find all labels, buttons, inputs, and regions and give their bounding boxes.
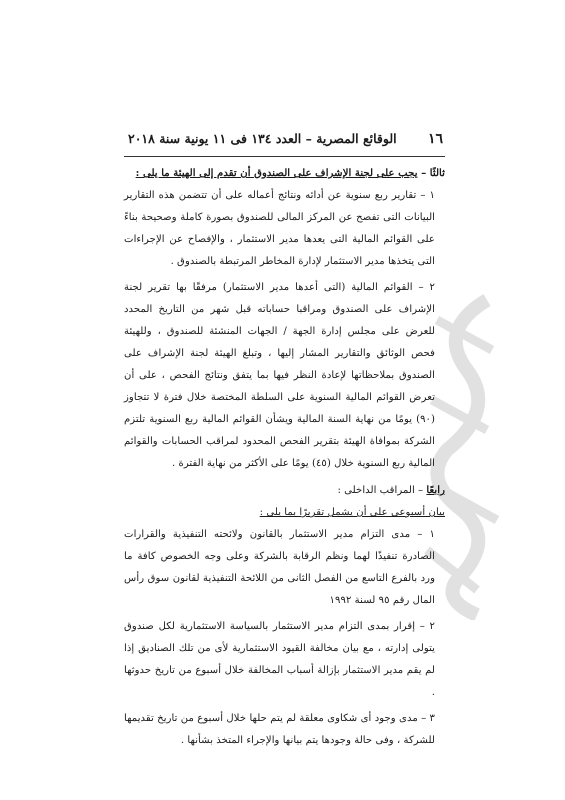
section-four-lead: بيان أسبوعى على أن يشمل تقريرًا بما يلى :: [259, 507, 445, 518]
section-four-heading: [124, 479, 445, 502]
page-header: [128, 131, 443, 147]
section-four-label: رابعًا: [426, 484, 445, 496]
section-three-heading: [124, 162, 445, 185]
section-three-item-1: ١ – تقارير ربع سنوية عن أدائه ونتائج أعماله على أن تتضمن هذه التقارير البيانات التى تفصح عن المركز المالى للصندوق بصورة كاملة وصحيحة بناءً على القوائم المالية التى يعدها مدير الاستثمار ، والإفصاح عن الإجراءات التى يتخذها مدير الاستثمار لإدارة المخاطر المرتبطة بالصندوق .: [124, 190, 435, 267]
section-four-item-2: ٢ – إقرار بمدى التزام مدير الاستثمار بالسياسة الاستثمارية لكل صندوق يتولى إدارته ، مع بيان مخالفة القيود الاستثمارية لأى من تلك الصناديق إذا لم يقم مدير الاستثمار بإزالة أسباب المخالفة خلال أسبوع من تاريخ حدوثها .: [124, 621, 435, 698]
section-four-item-1: ١ – مدى التزام مدير الاستثمار بالقانون ولائحته التنفيذية والقرارات الصادرة تنفيذًا لهما ونظم الرقابة بالشركة وعلى وجه الخصوص كافة ما ورد بالفرع التاسع من الفصل الثانى من اللائحة التنفيذية لقانون سوق رأس المال رقم ٩٥ لسنة ١٩٩٢: [124, 529, 435, 606]
page-number: ١٦: [427, 131, 443, 147]
section-three-lead: يجب على لجنة الإشراف على الصندوق أن تقدم إلى الهيئة ما يلى :: [135, 167, 418, 179]
section-three-item-2: ٢ – القوائم المالية (التى أعدها مدير الاستثمار) مرفقًا بها تقرير لجنة الإشراف على الصندوق ومراقبا حساباته قبل شهر من التاريخ المحدد للعرض على مجلس إدارة الجهة / الجهات المنشئة للصندوق ، وللهيئة فحص الوثائق والتقارير المشار إليها ، وتبلغ الهيئة لجنة الإشراف على الصندوق بملاحظاتها لإعادة النظر فيها بما يتفق ونتائج الفحص ، على أن تعرض القوائم المالية السنوية على السلطة المختصة خلال فترة لا تتجاوز (٩٠) يومًا من نهاية السنة المالية ويشأن القوائم المالية ربع السنوية تلتزم الشركة بموافاة الهيئة بتقرير الفحص المحدود لمراقب الحسابات والقوائم المالية ربع السنوية خلال (٤٥) يومًا على الأكثر من نهاية الفترة .: [124, 282, 435, 469]
section-three-label: ثالثًا –: [417, 167, 445, 179]
section-four-item-3: ٣ – مدى وجود أى شكاوى معلقة لم يتم حلها خلال أسبوع من تاريخ تقديمها للشركة ، وفى حالة وجودها يتم بيانها والإجراء المتخذ بشأنها .: [124, 713, 435, 746]
header-divider: [124, 156, 445, 157]
header-title: الوقائع المصرية – العدد ١٣٤ فى ١١ يونية سنة ٢٠١٨: [128, 131, 397, 146]
section-four-title: – المراقب الداخلى :: [337, 485, 427, 496]
document-body: [124, 162, 445, 752]
